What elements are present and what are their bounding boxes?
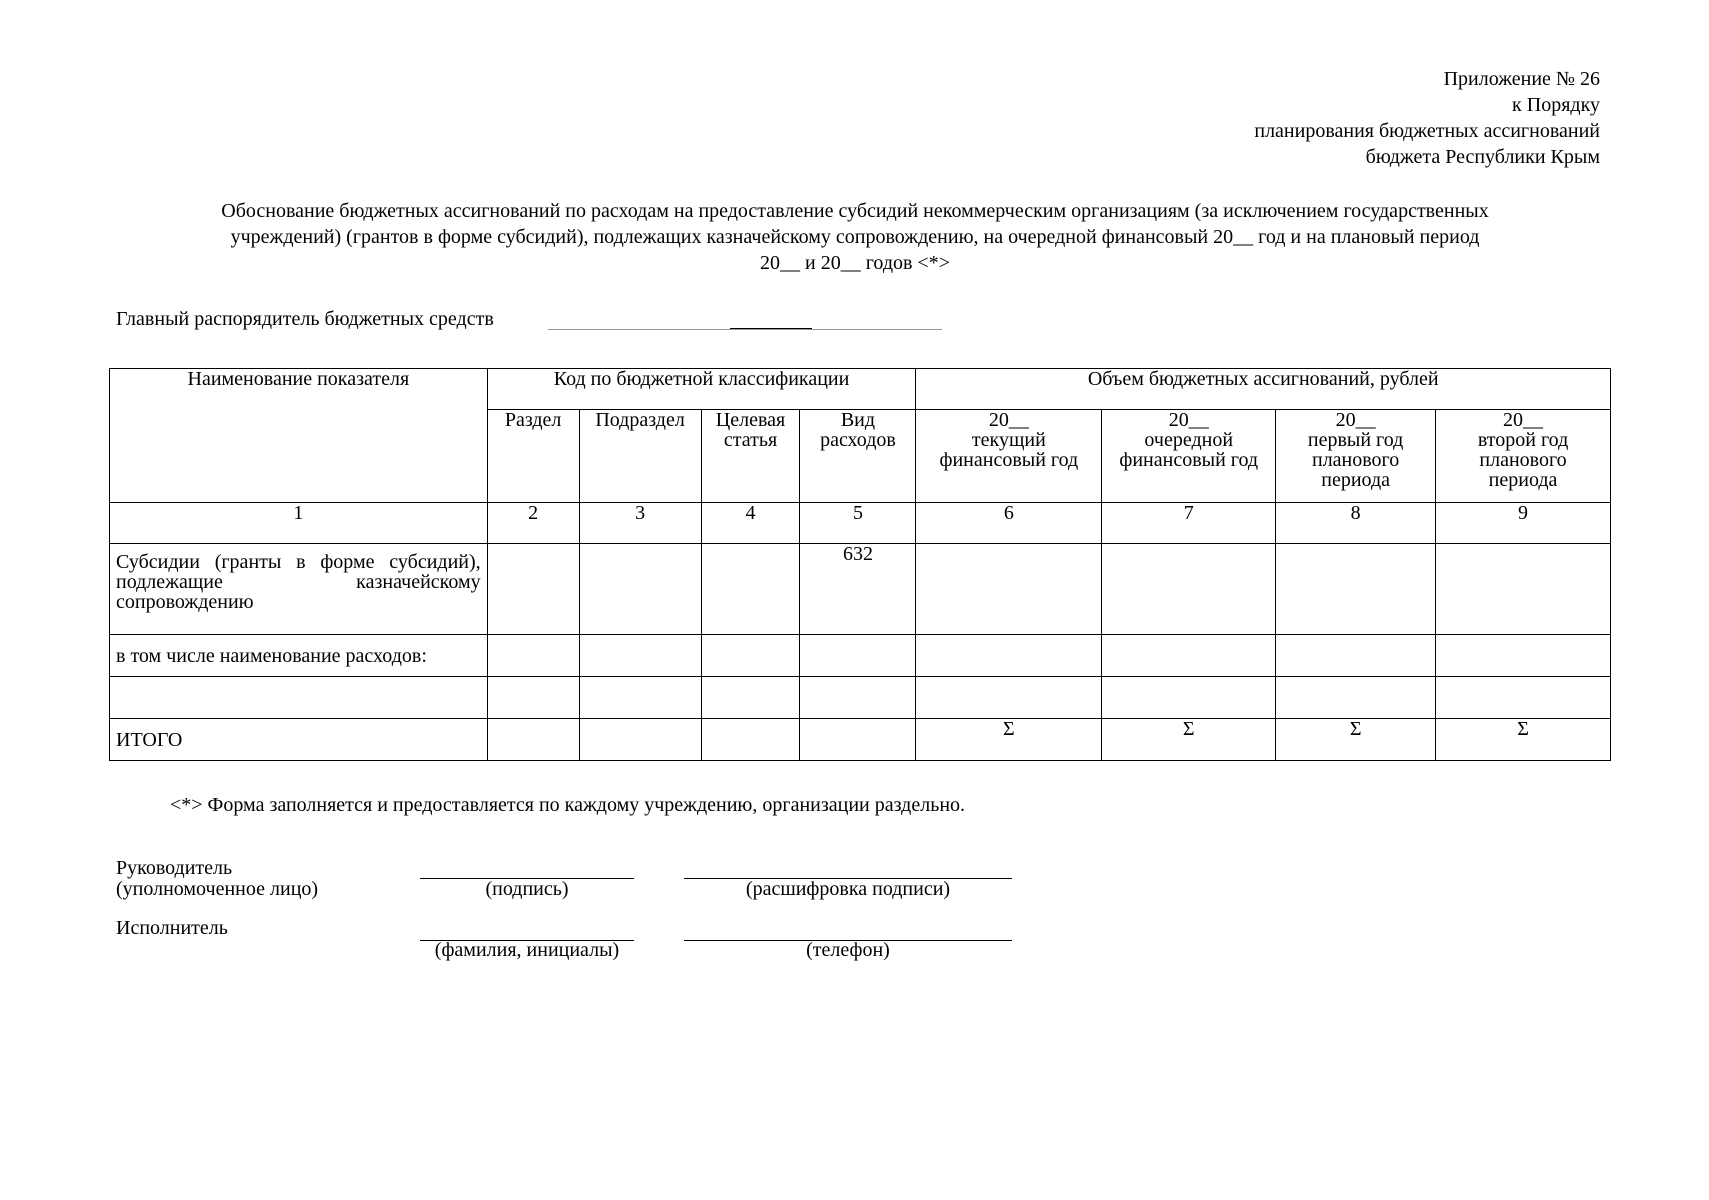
header-c8-l2: первый год: [1307, 429, 1404, 451]
header-name: Наименование показателя: [110, 369, 488, 503]
head-label-l1: Руководитель: [116, 857, 233, 879]
table-cell[interactable]: [110, 677, 488, 719]
header-type-l2: расходов: [820, 429, 896, 451]
header-c7-l3: финансовый год: [1119, 449, 1259, 471]
header-c8-l4: периода: [1321, 469, 1391, 491]
title-line-3: 20__ и 20__ годов <*>: [759, 252, 950, 274]
table-cell[interactable]: [1102, 635, 1276, 677]
signature-caption: (подпись): [485, 878, 569, 900]
column-number-row: [110, 503, 1611, 544]
column-number: 4: [701, 503, 800, 544]
main-manager-label: Главный распорядитель бюджетных средств: [116, 308, 494, 330]
header-c7-l2: очередной: [1144, 429, 1234, 451]
cell-section[interactable]: [487, 544, 579, 635]
column-number: 5: [800, 503, 916, 544]
table-cell[interactable]: [1436, 677, 1611, 719]
header-current-year: [916, 410, 1102, 503]
name-caption: (фамилия, инициалы): [434, 939, 620, 961]
header-target-l2: статья: [723, 429, 778, 451]
table-cell[interactable]: [1436, 635, 1611, 677]
head-label-l2: (уполномоченное лицо): [116, 878, 319, 900]
row-total-name: ИТОГО: [110, 719, 488, 761]
row-including-name: в том числе наименование расходов:: [110, 635, 488, 677]
table-cell[interactable]: [800, 635, 916, 677]
header-type-l1: Вид: [840, 409, 876, 431]
table-cell[interactable]: [1276, 677, 1436, 719]
phone-caption: (телефон): [806, 939, 890, 961]
table-cell[interactable]: [916, 677, 1102, 719]
header-plan-year-1: [1276, 410, 1436, 503]
header-c6-l1: 20__: [988, 409, 1029, 431]
column-number: 3: [579, 503, 701, 544]
table-cell[interactable]: [701, 635, 800, 677]
table-cell[interactable]: [1102, 677, 1276, 719]
appendix-number: Приложение № 26: [1443, 68, 1600, 90]
document-title: [135, 198, 1575, 276]
header-row-1: [110, 369, 1611, 410]
appendix-ref: к Порядку: [1512, 94, 1600, 116]
executor-label: Исполнитель: [116, 917, 228, 939]
header-subsection: Подраздел: [579, 410, 701, 503]
footnote: <*> Форма заполняется и предоставляется по каждому учреждению, организации раздельно.: [170, 794, 966, 816]
header-c9-l2: второй год: [1477, 429, 1569, 451]
column-number: 1: [110, 503, 488, 544]
table-cell[interactable]: [579, 719, 701, 761]
title-line-2: учреждений) (грантов в форме субсидий), подлежащих казначейскому сопровождению, на очередной финансовый 20__ год и на плановый период: [230, 226, 1480, 248]
header-c8-l1: 20__: [1335, 409, 1376, 431]
total-sum-plan-1: Σ: [1276, 719, 1436, 761]
main-manager-field[interactable]: [548, 329, 942, 330]
table-cell[interactable]: [701, 719, 800, 761]
total-sum-current: Σ: [916, 719, 1102, 761]
table-cell[interactable]: [579, 677, 701, 719]
decoding-caption: (расшифровка подписи): [745, 878, 951, 900]
column-number: 9: [1436, 503, 1611, 544]
header-c9-l1: 20__: [1503, 409, 1544, 431]
table-cell[interactable]: [1276, 635, 1436, 677]
table-cell[interactable]: [800, 719, 916, 761]
header-c9-l4: периода: [1488, 469, 1558, 491]
cell-plan-year-2[interactable]: [1436, 544, 1611, 635]
appendix-header: [1254, 66, 1600, 170]
header-plan-year-2: [1436, 410, 1611, 503]
header-target-article: [701, 410, 800, 503]
budget-table: [109, 368, 1611, 761]
header-c9-l3: планового: [1479, 449, 1567, 471]
table-cell[interactable]: [487, 635, 579, 677]
cell-next-year[interactable]: [1102, 544, 1276, 635]
total-sum-plan-2: Σ: [1436, 719, 1611, 761]
row-subsidies-name: Субсидии (гранты в форме субсидий), подлежащие казначейскому сопровождению: [110, 544, 488, 635]
table-row-including: [110, 635, 1611, 677]
table-row-total: [110, 719, 1611, 761]
appendix-budget: бюджета Республики Крым: [1365, 146, 1600, 168]
table-cell[interactable]: [487, 719, 579, 761]
table-row-subsidies: [110, 544, 1611, 635]
appendix-procedure: планирования бюджетных ассигнований: [1254, 120, 1600, 142]
total-sum-next: Σ: [1102, 719, 1276, 761]
header-code-group: Код по бюджетной классификации: [487, 369, 916, 410]
header-c7-l1: 20__: [1168, 409, 1209, 431]
cell-target-article[interactable]: [701, 544, 800, 635]
table-cell[interactable]: [701, 677, 800, 719]
cell-expense-type: 632: [800, 544, 916, 635]
table-cell[interactable]: [916, 635, 1102, 677]
cell-subsection[interactable]: [579, 544, 701, 635]
column-number: 7: [1102, 503, 1276, 544]
header-expense-type: [800, 410, 916, 503]
header-volume-group: Объем бюджетных ассигнований, рублей: [916, 369, 1611, 410]
header-target-l1: Целевая: [715, 409, 786, 431]
table-cell[interactable]: [487, 677, 579, 719]
table-row-blank: [110, 677, 1611, 719]
title-line-1: Обоснование бюджетных ассигнований по расходам на предоставление субсидий некоммерческим организациям (за исключением государственных: [221, 200, 1489, 222]
header-c8-l3: планового: [1311, 449, 1400, 471]
header-c6-l2: текущий: [971, 429, 1046, 451]
column-number: 2: [487, 503, 579, 544]
cell-plan-year-1[interactable]: [1276, 544, 1436, 635]
column-number: 6: [916, 503, 1102, 544]
table-cell[interactable]: [579, 635, 701, 677]
header-next-year: [1102, 410, 1276, 503]
column-number: 8: [1276, 503, 1436, 544]
head-label: [116, 858, 318, 900]
header-section: Раздел: [487, 410, 579, 503]
table-cell[interactable]: [800, 677, 916, 719]
header-c6-l3: финансовый год: [939, 449, 1079, 471]
main-manager-field-mark: [730, 328, 812, 329]
cell-current-year[interactable]: [916, 544, 1102, 635]
